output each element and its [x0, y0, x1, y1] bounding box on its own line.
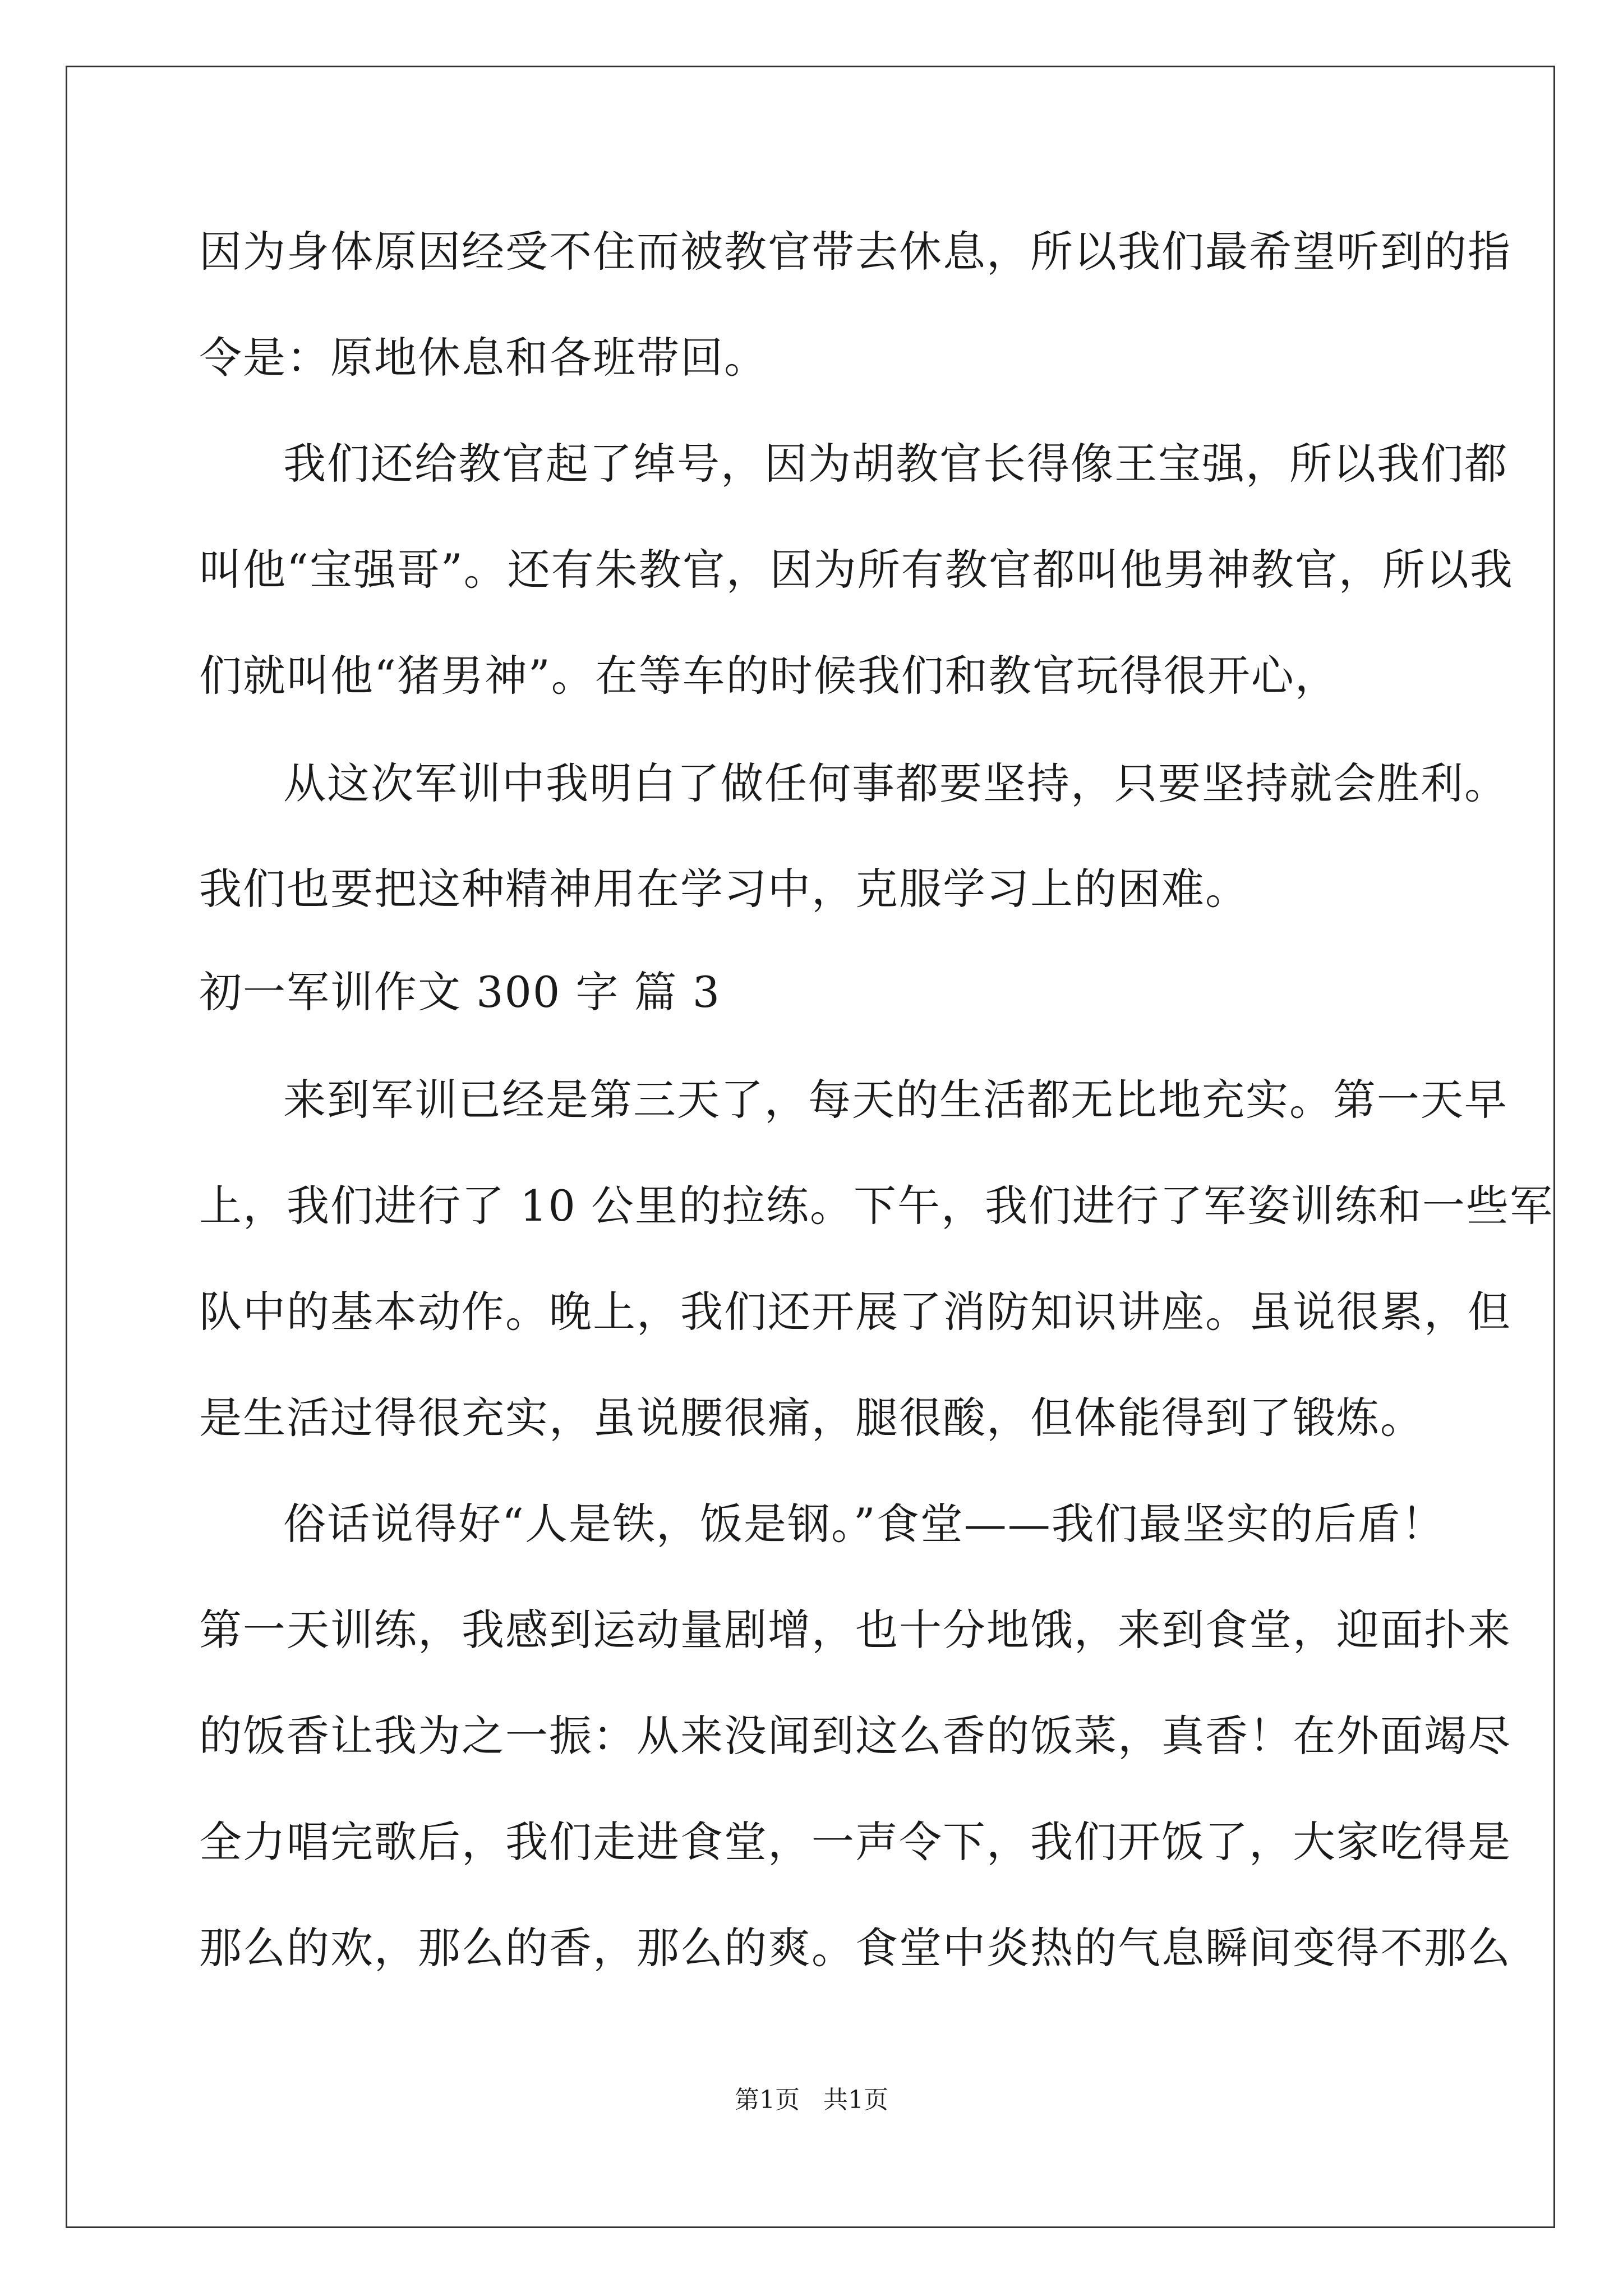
text-line: 那么的欢，那么的香，那么的爽。食堂中炎热的气息瞬间变得不那么	[199, 1923, 1511, 1973]
text-line: 令是：原地休息和各班带回。	[199, 333, 768, 383]
paragraph-start-line: 来到军训已经是第三天了，每天的生活都无比地充实。第一天早	[283, 1075, 1508, 1125]
text-line: 因为身体原因经受不住而被教官带去休息，所以我们最希望听到的指	[199, 227, 1511, 277]
text-line: 全力唱完歌后，我们走进食堂，一声令下，我们开饭了，大家吃得是	[199, 1817, 1511, 1867]
text-line: 第一天训练，我感到运动量剧增，也十分地饿，来到食堂，迎面扑来	[199, 1605, 1511, 1655]
paragraph-start-line: 从这次军训中我明白了做任何事都要坚持，只要坚持就会胜利。	[283, 758, 1508, 808]
text-line: 是生活过得很充实，虽说腰很痛，腿很酸，但体能得到了锻炼。	[199, 1393, 1424, 1443]
text-line: 队中的基本动作。晚上，我们还开展了消防知识讲座。虽说很累，但	[199, 1287, 1511, 1337]
text-line: 叫他“宝强哥”。还有朱教官，因为所有教官都叫他男神教官，所以我	[199, 545, 1514, 595]
section-heading: 初一军训作文 300 字 篇 3	[199, 967, 721, 1017]
text-line: 我们也要把这种精神用在学习中，克服学习上的困难。	[199, 864, 1249, 914]
text-line: 上，我们进行了 10 公里的拉练。下午，我们进行了军姿训练和一些军	[199, 1181, 1554, 1231]
page-border	[66, 66, 1555, 2228]
text-line: 的饭香让我为之一振：从来没闻到这么香的饭菜，真香！在外面竭尽	[199, 1711, 1511, 1761]
paragraph-start-line: 俗话说得好“人是铁，饭是钢。”食堂——我们最坚实的后盾！	[283, 1499, 1445, 1549]
text-line: 们就叫他“猪男神”。在等车的时候我们和教官玩得很开心，	[199, 651, 1339, 701]
page-footer: 第1页 共1页	[735, 2086, 888, 2114]
paragraph-start-line: 我们还给教官起了绰号，因为胡教官长得像王宝强，所以我们都	[283, 439, 1508, 489]
